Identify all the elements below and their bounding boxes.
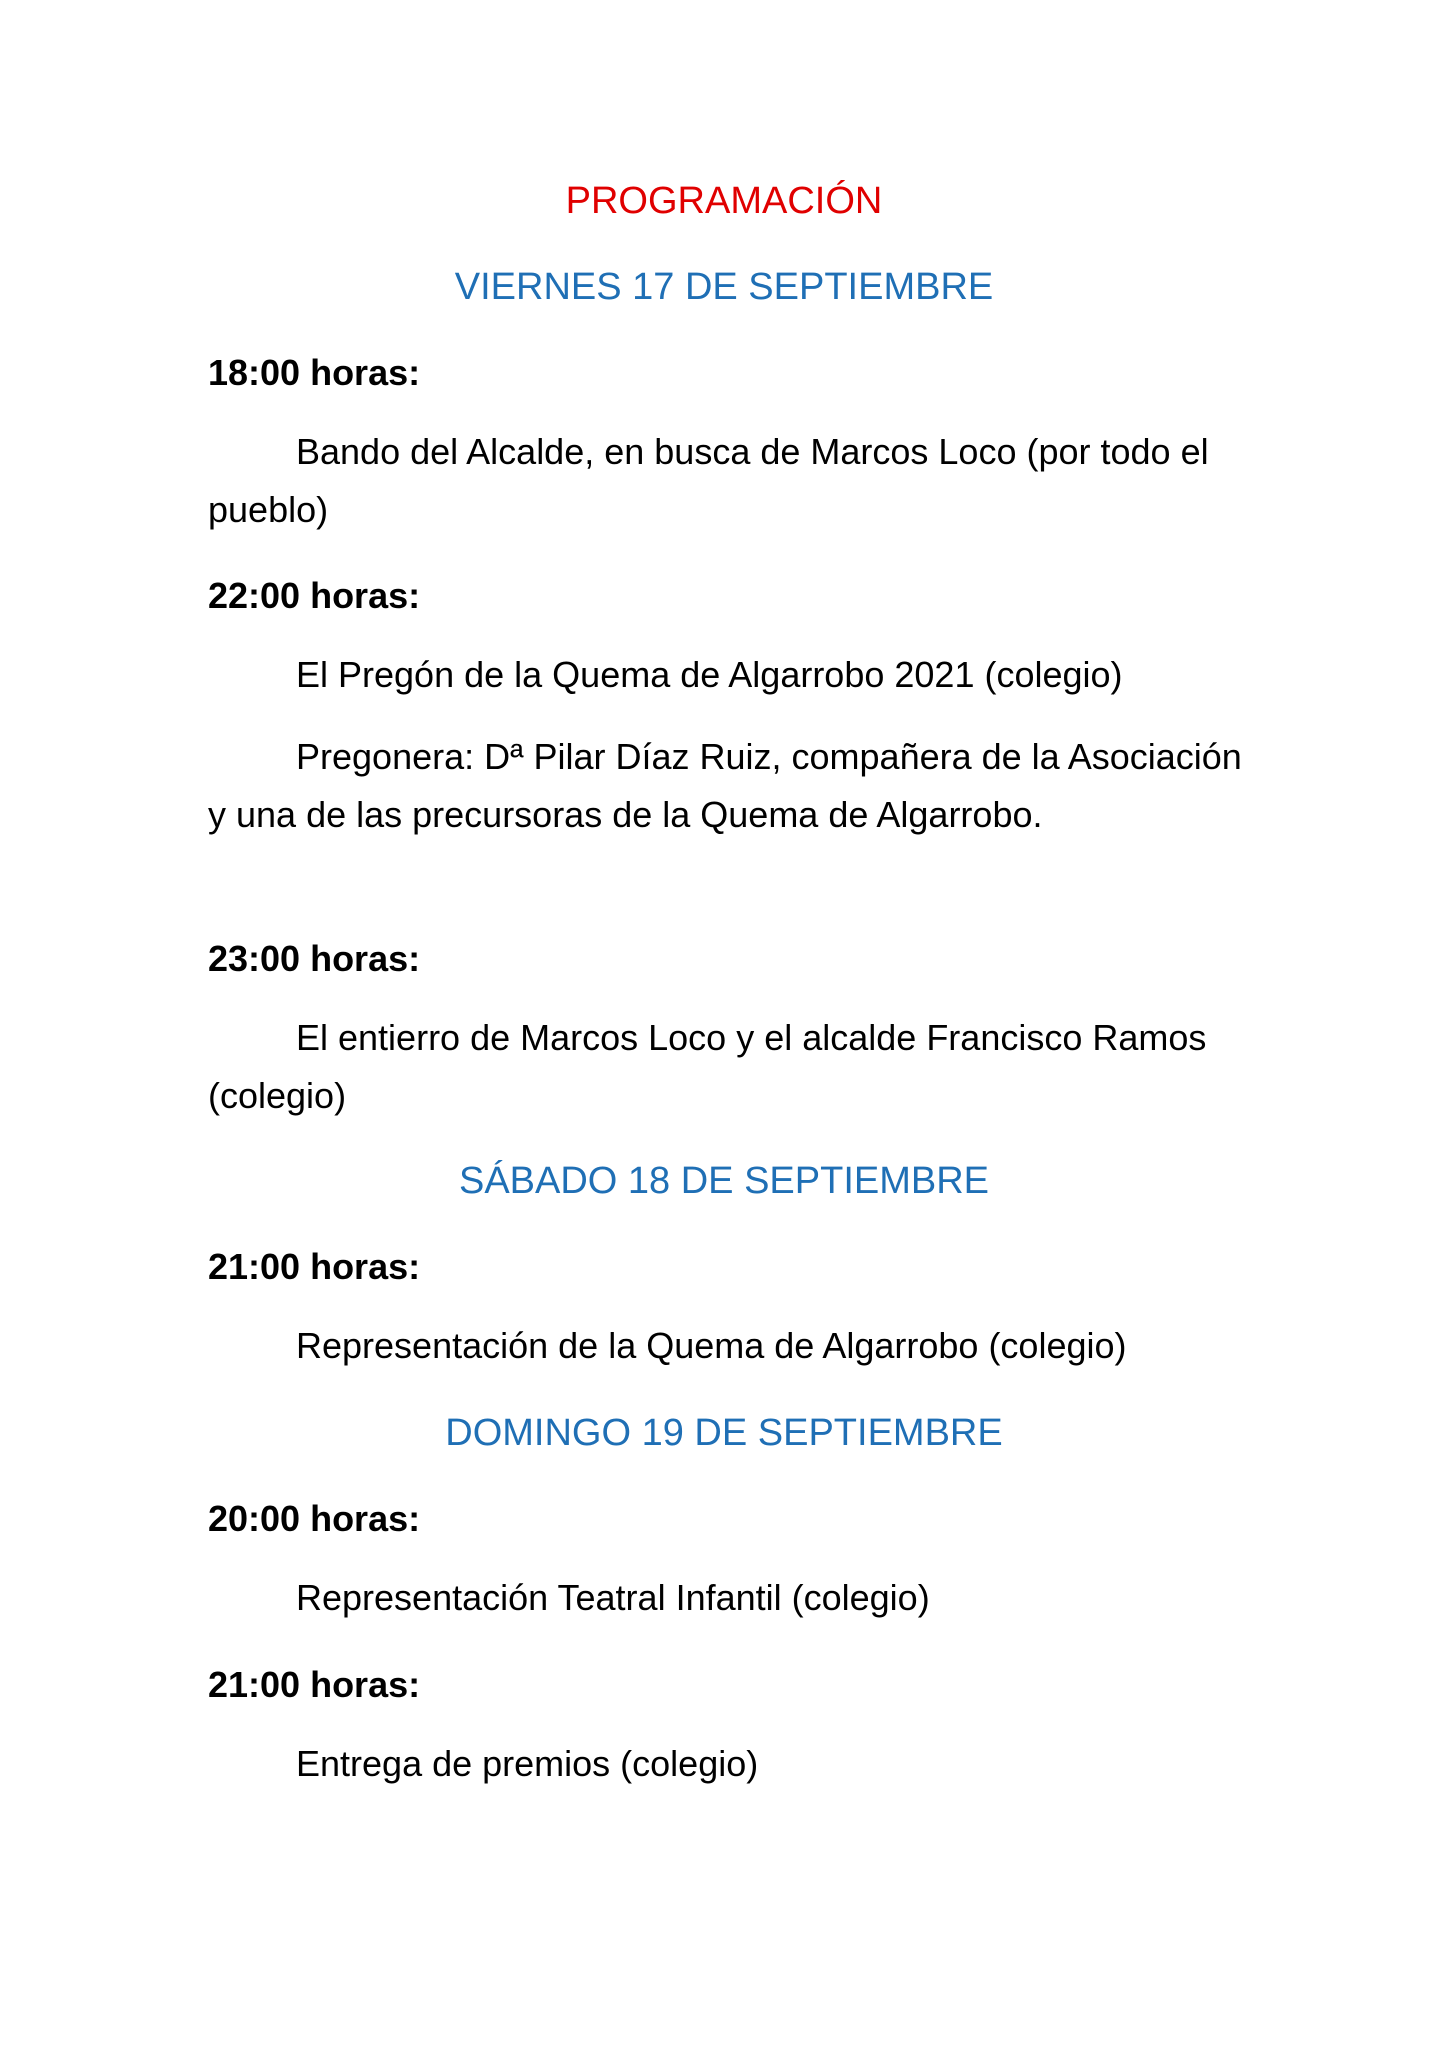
page-title: PROGRAMACIÓN	[565, 180, 883, 222]
day-heading-domingo: DOMINGO 19 DE SEPTIEMBRE	[445, 1412, 1003, 1454]
event-time: 21:00 horas:	[208, 1246, 421, 1287]
event-description: Pregonera: Dª Pilar Díaz Ruiz, compañera de la Asociación y una de las precursoras de la Quema de Algarrobo.	[208, 736, 1242, 835]
event-time: 22:00 horas:	[208, 575, 421, 616]
day-heading-viernes: VIERNES 17 DE SEPTIEMBRE	[454, 266, 994, 308]
event-description: El entierro de Marcos Loco y el alcalde Francisco Ramos (colegio)	[208, 1017, 1207, 1116]
event-description: Representación de la Quema de Algarrobo (colegio)	[296, 1325, 1127, 1366]
event-description: El Pregón de la Quema de Algarrobo 2021 (colegio)	[296, 654, 1123, 695]
event-time: 23:00 horas:	[208, 938, 421, 979]
event-time: 18:00 horas:	[208, 352, 421, 393]
event-description: Entrega de premios (colegio)	[296, 1743, 759, 1784]
event-description: Bando del Alcalde, en busca de Marcos Loco (por todo el pueblo)	[208, 431, 1209, 530]
event-time: 21:00 horas:	[208, 1664, 421, 1705]
event-description: Representación Teatral Infantil (colegio)	[296, 1577, 930, 1618]
event-time: 20:00 horas:	[208, 1498, 421, 1539]
day-heading-sabado: SÁBADO 18 DE SEPTIEMBRE	[458, 1160, 990, 1202]
